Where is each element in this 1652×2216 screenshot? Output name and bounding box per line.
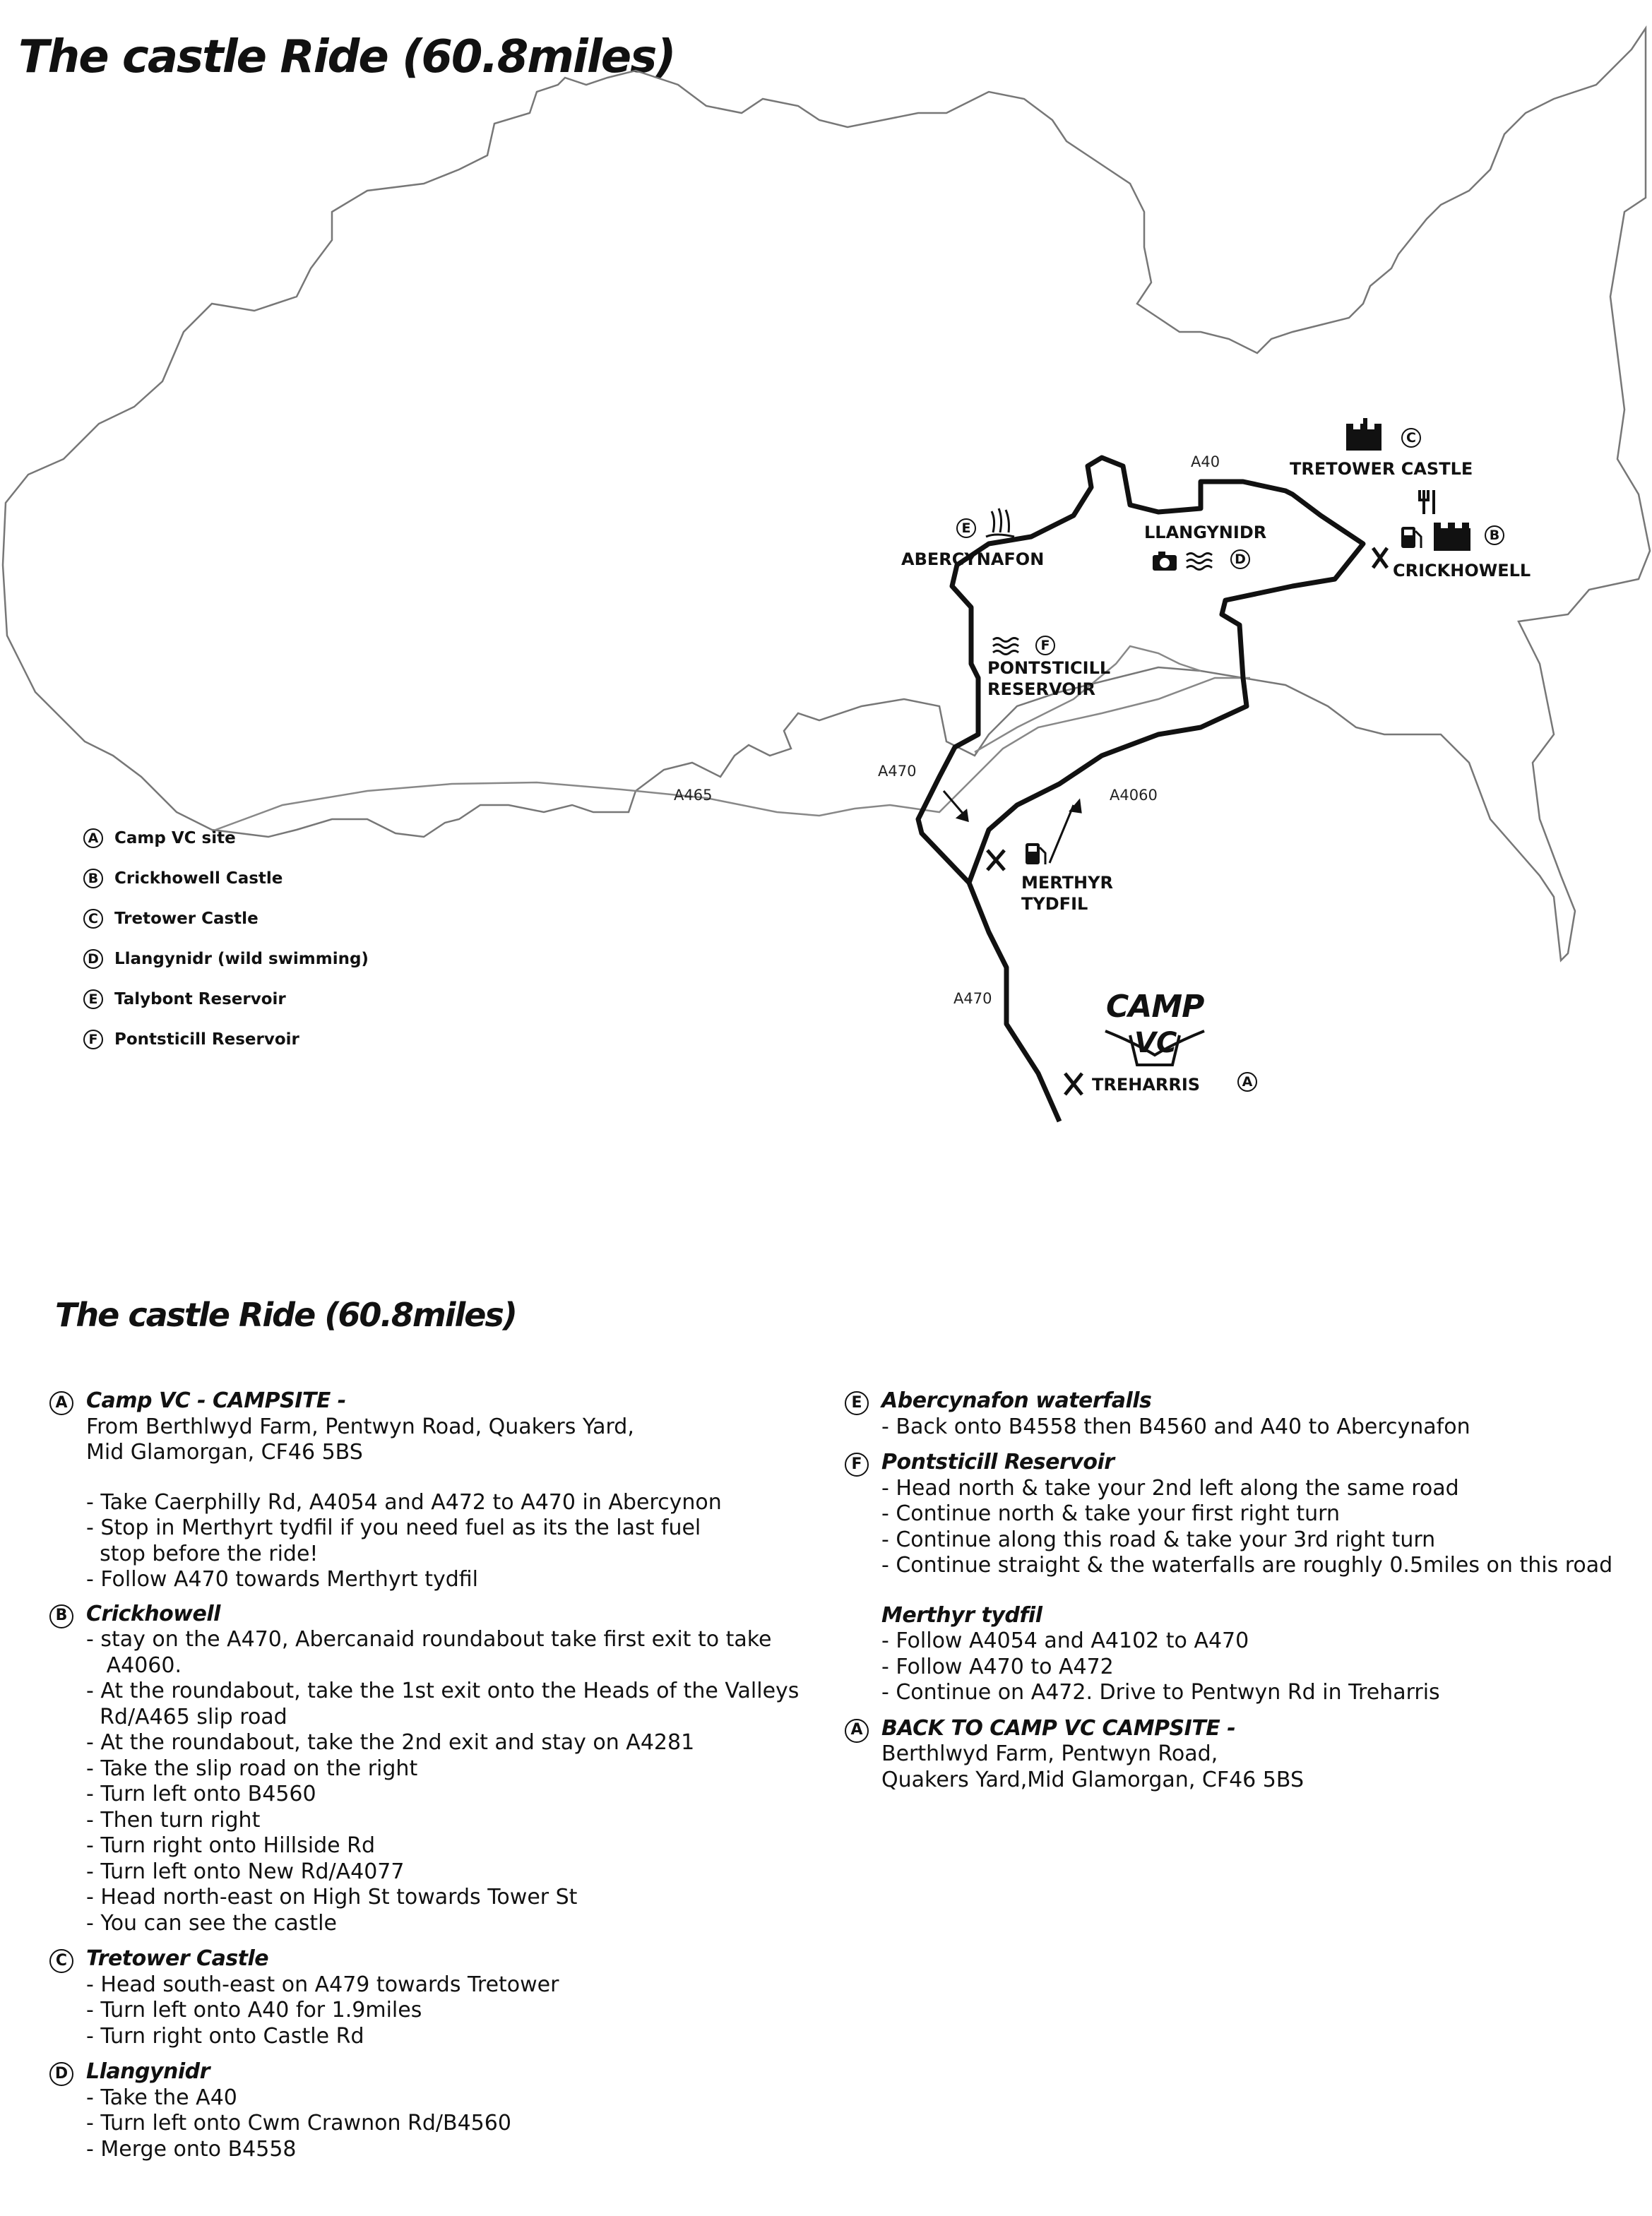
address-line: Mid Glamorgan, CF46 5BS [86,1440,363,1465]
marker-d: D [1230,549,1250,569]
step-line: - Continue straight & the waterfalls are roughly 0.5miles on this road [881,1553,1613,1578]
step-line: - Continue north & take your first right turn [881,1501,1340,1526]
direction-section-a-return [845,1716,1629,1794]
map-legend [83,818,369,1059]
road-label-a4060: A4060 [1110,787,1158,804]
legend-label: Camp VC site [114,828,236,847]
place-abercynafon: ABERCYNAFON [901,549,1045,569]
step-line: - Stop in Merthyrt tydfil if you need fuel as its the last fuel [86,1515,701,1540]
step-line: - Turn left onto Cwm Crawnon Rd/B4560 [86,2111,511,2135]
legend-marker: B [83,869,103,888]
section-marker: A [49,1391,73,1415]
step-line: - At the roundabout, take the 1st exit onto the Heads of the Valleys [86,1679,800,1703]
section-heading: BACK TO CAMP VC CAMPSITE - [881,1715,1236,1741]
step-line: - Take the slip road on the right [86,1756,418,1781]
address-line: From Berthlwyd Farm, Pentwyn Road, Quakers Yard, [86,1414,634,1439]
step-line: - stay on the A470, Abercanaid roundabout take first exit to take [86,1627,772,1652]
step-line: stop before the ride! [86,1541,319,1566]
section-heading: Llangynidr [86,2059,210,2084]
road-label-a465: A465 [674,787,713,804]
direction-section-a [49,1388,812,1593]
legend-item [83,979,369,1019]
section-marker: A [845,1719,869,1743]
step-line: A4060. [86,1652,182,1678]
step-line: - Take the A40 [86,2085,237,2110]
water-icon [1187,554,1212,570]
camp-vc-logo-camp: CAMP [1106,989,1204,1025]
step-line: - Merge onto B4558 [86,2136,297,2162]
place-crickhowell: CRICKHOWELL [1393,561,1531,580]
legend-item [83,1019,369,1059]
place-pontsticill: PONTSTICILL [987,658,1111,678]
section-marker: B [49,1604,73,1628]
step-line: - Turn left onto A40 for 1.9miles [86,1998,422,2023]
legend-marker: E [83,989,103,1009]
legend-marker: A [83,828,103,848]
legend-item [83,858,369,898]
a465-road [212,678,1250,831]
legend-item [83,898,369,939]
step-line: - Turn left onto New Rd/A4077 [86,1859,405,1884]
direction-section-e [845,1388,1629,1440]
section-marker: C [49,1949,73,1973]
step-line: - Continue on A472. Drive to Pentwyn Rd in Treharris [881,1680,1440,1705]
castle-icon [1346,418,1381,451]
arrow-icon [944,791,1081,863]
direction-section-merthyr [845,1603,1629,1706]
legend-item [83,818,369,858]
directions-title: The castle Ride (60.8miles) [55,1296,516,1334]
map-title: The castle Ride (60.8miles) [18,31,675,83]
section-heading: Crickhowell [86,1601,220,1626]
place-treharris: TREHARRIS [1092,1075,1201,1095]
directions-left-column [49,1388,812,2162]
step-line: - Take Caerphilly Rd, A4054 and A472 to A470 in Abercynon [86,1489,722,1515]
section-marker: E [845,1391,869,1415]
water-icon [993,638,1018,655]
fuel-icon [1401,527,1421,548]
direction-section-b [49,1602,812,1937]
direction-section-c [49,1946,812,2049]
fuel-icon [1026,843,1045,864]
legend-marker: F [83,1030,103,1049]
section-heading: Pontsticill Reservoir [881,1450,1115,1475]
step-line: - Head south-east on A479 towards Tretower [86,1972,559,1997]
step-line: - At the roundabout, take the 2nd exit and stay on A4281 [86,1730,695,1755]
castle-icon [1434,523,1470,551]
camp-vc-logo-vc: VC [1134,1027,1177,1059]
place-tretower: TRETOWER CASTLE [1290,459,1473,479]
road-label-a470-north: A470 [878,763,917,780]
step-line: - Turn right onto Castle Rd [86,2023,364,2049]
step-line: - Follow A4054 and A4102 to A470 [881,1628,1249,1653]
section-heading: Camp VC - CAMPSITE - [86,1388,346,1413]
step-line: - Follow A470 towards Merthyrt tydfil [86,1567,478,1592]
legend-item [83,939,369,979]
legend-label: Tretower Castle [114,909,259,928]
section-marker: D [49,2062,73,2086]
legend-label: Talybont Reservoir [114,989,286,1008]
step-line: - Head north & take your 2nd left along the same road [881,1475,1459,1501]
section-marker: F [845,1453,869,1477]
marker-b: B [1485,525,1504,545]
step-line: - You can see the castle [86,1910,337,1936]
direction-section-f [845,1450,1629,1579]
step-line: - Continue along this road & take your 3rd right turn [881,1527,1436,1552]
legend-label: Crickhowell Castle [114,869,283,888]
directions-right-column [845,1388,1629,1793]
step-line: - Then turn right [86,1807,261,1833]
legend-label: Llangynidr (wild swimming) [114,949,369,968]
legend-marker: D [83,949,103,969]
legend-marker: C [83,909,103,929]
marker-a: A [1237,1072,1257,1092]
place-llangynidr: LLANGYNIDR [1144,523,1267,542]
road-label-a40: A40 [1191,453,1220,470]
step-line: - Head north-east on High St towards Tower St [86,1885,578,1910]
section-heading: Tretower Castle [86,1946,269,1971]
step-line: - Turn left onto B4560 [86,1782,316,1806]
address-line: Quakers Yard,Mid Glamorgan, CF46 5BS [881,1767,1304,1792]
direction-section-d [49,2059,812,2162]
place-merthyr: MERTHYR [1021,873,1113,893]
address-line: Berthlwyd Farm, Pentwyn Road, [881,1741,1218,1766]
section-heading: Abercynafon waterfalls [881,1388,1152,1413]
cutlery-icon [1420,490,1434,514]
step-line: Rd/A465 slip road [86,1704,287,1729]
place-pontsticill-reservoir: RESERVOIR [987,679,1095,699]
waterfall-icon [986,508,1014,537]
step-line: - Turn right onto Hillside Rd [86,1833,375,1858]
place-tydfil: TYDFIL [1021,894,1088,914]
step-line: - Back onto B4558 then B4560 and A40 to Abercynafon [881,1414,1470,1439]
legend-label: Pontsticill Reservoir [114,1030,299,1049]
marker-e: E [956,518,976,538]
camera-icon [1153,552,1177,571]
marker-c: C [1401,428,1421,448]
road-label-a470-south: A470 [953,990,992,1007]
step-line: - Follow A470 to A472 [881,1654,1114,1679]
marker-f: F [1035,636,1055,655]
section-heading: Merthyr tydfil [881,1602,1042,1628]
